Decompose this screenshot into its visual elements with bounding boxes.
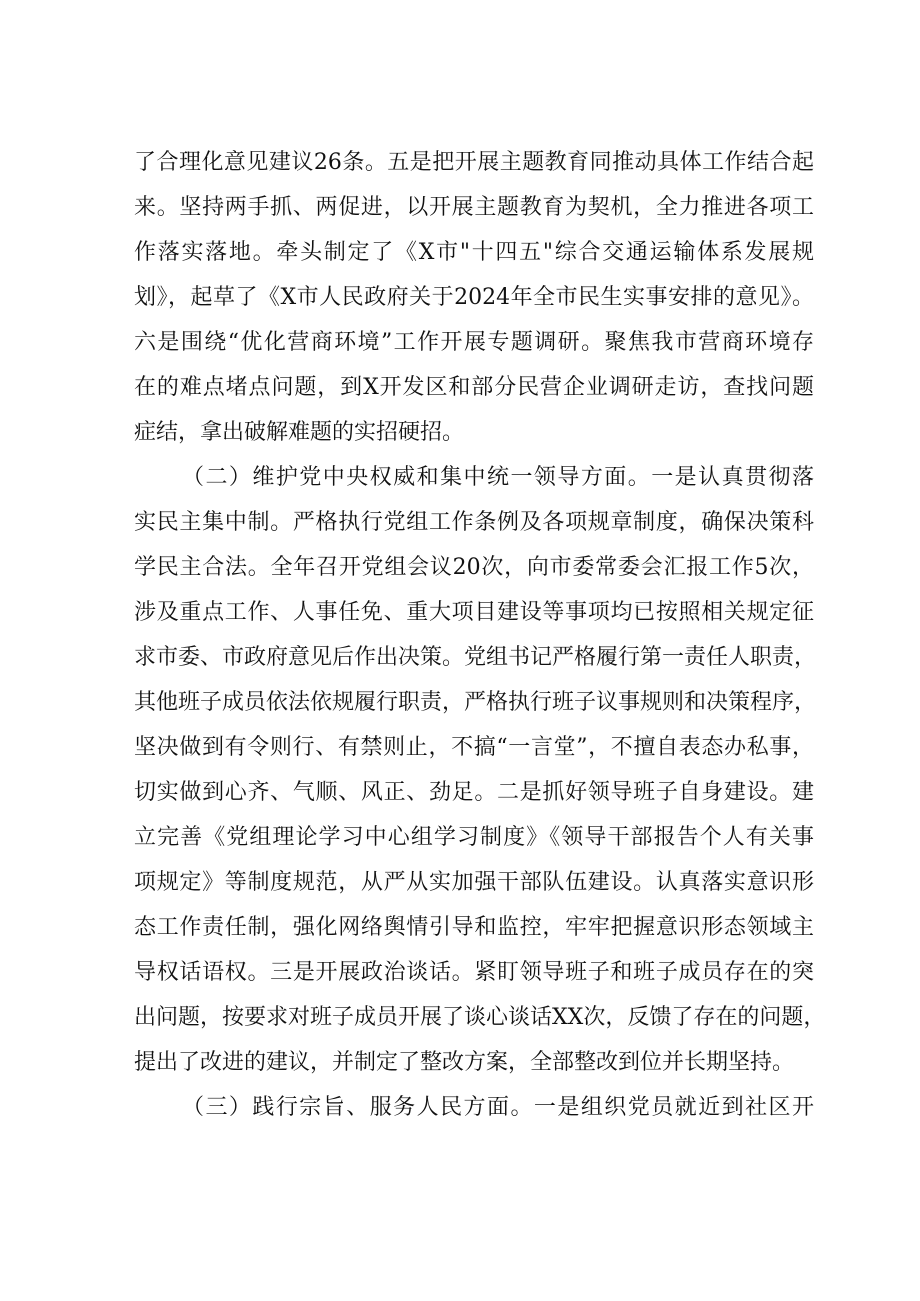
text-line: 作落实落地。牵头制定了《X市"十四五"综合交通运输体系发展规: [134, 240, 814, 265]
text-line: 项规定》等制度规范，从严从实加强干部队伍建设。认真落实意识形: [134, 870, 814, 895]
text-line: 涉及重点工作、人事任免、重大项目建设等事项均已按照相关规定征: [134, 600, 814, 625]
text-line: 态工作责任制，强化网络舆情引导和监控，牢牢把握意识形态领域主: [134, 915, 814, 940]
text-line: 了合理化意见建议26条。五是把开展主题教育同推动具体工作结合起: [134, 150, 814, 175]
text-line: 在的难点堵点问题，到X开发区和部分民营企业调研走访，查找问题: [134, 375, 814, 400]
text-line: 六是围绕“优化营商环境”工作开展专题调研。聚焦我市营商环境存: [134, 330, 814, 355]
text-line: 其他班子成员依法依规履行职责，严格执行班子议事规则和决策程序，: [134, 690, 817, 715]
document-body: [134, 140, 826, 1130]
text-line: 实民主集中制。严格执行党组工作条例及各项规章制度，确保决策科: [134, 510, 814, 535]
paragraph-2: [134, 455, 826, 1085]
text-line: 导权话语权。三是开展政治谈话。紧盯领导班子和班子成员存在的突: [134, 960, 814, 985]
text-line: 出问题，按要求对班子成员开展了谈心谈话XX次，反馈了存在的问题，: [134, 1005, 826, 1030]
text-line: 坚决做到有令则行、有禁则止，不搞“一言堂”，不擅自表态办私事，: [134, 735, 814, 760]
paragraph-3: [134, 1085, 814, 1130]
text-line: 提出了改进的建议，并制定了整改方案，全部整改到位并长期坚持。: [134, 1050, 795, 1075]
text-line: 求市委、市政府意见后作出决策。党组书记严格履行第一责任人职责，: [134, 645, 817, 670]
text-line: 学民主合法。全年召开党组会议20次，向市委常委会汇报工作5次，: [134, 555, 814, 580]
text-line: 切实做到心齐、气顺、风正、劲足。二是抓好领导班子自身建设。建: [134, 780, 814, 805]
text-line: 症结，拿出破解难题的实招硬招。: [134, 420, 465, 445]
text-line: 来。坚持两手抓、两促进，以开展主题教育为契机，全力推进各项工: [134, 195, 814, 220]
text-line: 划》，起草了《X市人民政府关于2024年全市民生实事安排的意见》。: [134, 285, 814, 310]
paragraph-1: [134, 140, 814, 455]
text-line: （三）践行宗旨、服务人民方面。一是组织党员就近到社区开: [182, 1095, 814, 1120]
text-line: （二）维护党中央权威和集中统一领导方面。一是认真贯彻落: [182, 465, 814, 490]
text-line: 立完善《党组理论学习中心组学习制度》《领导干部报告个人有关事: [134, 825, 814, 850]
